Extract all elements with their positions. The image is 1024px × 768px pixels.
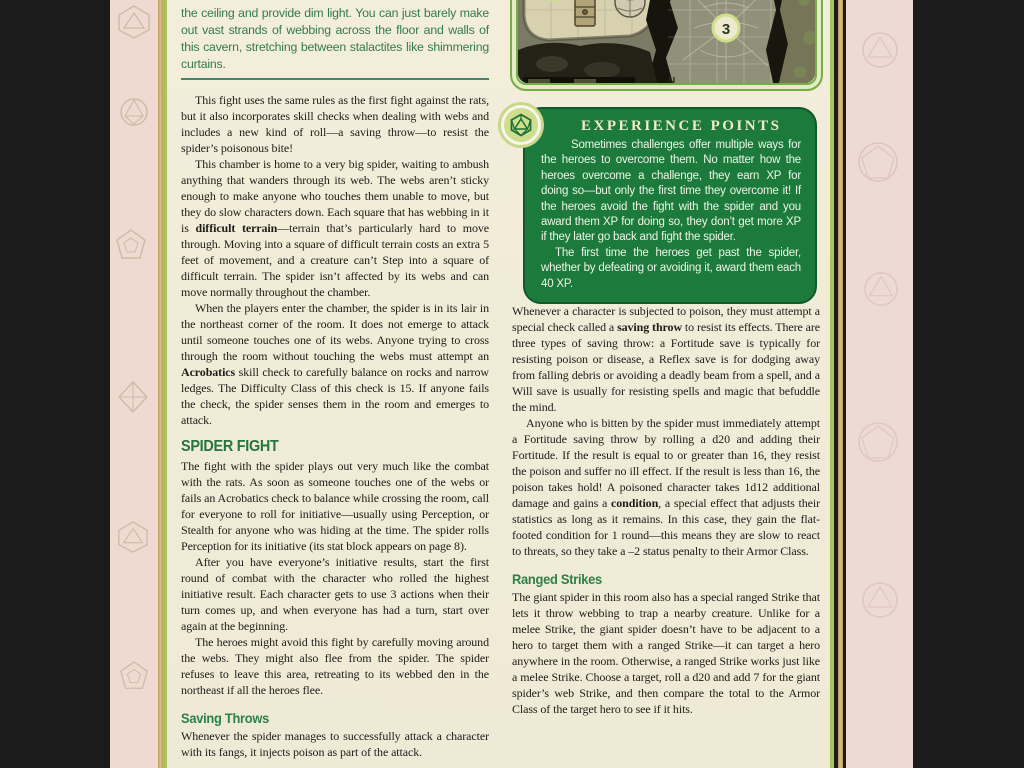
d20-badge (501, 105, 541, 145)
d12-die-pattern-icon (114, 228, 148, 262)
experience-points-sidebar (523, 107, 817, 304)
read-aloud-text: the ceiling and provide dim light. You can just barely make out vast strands of webbing across the floor and walls of this cavern, stretching between stalactites like shimmering curtains. (181, 6, 489, 71)
paragraph: The giant spider in this room also has a special ranged Strike that lets it throw webbing to trap a nearby creature. Unlike for a melee Strike, the giant spider doesn’t have to be adjacent to a hero to target them with a ranged Strike—it can target a hero anywhere in the room. Otherwise, a ranged Strike works just like a melee Strike. Choose a target, roll a d20 and add 7 for the giant spider’s web Strike, and then compare the total to the Armor Class of the target hero to see if it hits. (512, 590, 820, 716)
paragraph: The heroes might avoid this fight by carefully moving around the webs. They might also flee from the spider. The spider refuses to leave this area, retreating to its webbed den in the northeast if all the heroes flee. (181, 635, 489, 697)
book-page (167, 0, 830, 768)
paragraph: Whenever the spider manages to successfully attack a character with its fangs, it injects poison as part of the attack. (181, 729, 489, 759)
right-green-rule (830, 0, 834, 768)
d8-die-pattern-icon (117, 380, 149, 414)
paragraph: This fight uses the same rules as the first fight against the rats, but it also incorporates skill checks when dealing with webs and includes a new kind of roll—a saving throw—to resist the spider’s poisonous bite! (181, 93, 489, 155)
left-dice-pattern-band (110, 0, 158, 768)
dungeon-map (510, 0, 823, 91)
compass-n-label: N (668, 76, 676, 83)
paragraph: The fight with the spider plays out very much like the combat with the rats. As soon as someone touches one of the webs or fails an Acrobatics check to balance while crossing the room, call for everyone to roll for initiative—usually using Perception, or Stealth for anyone who was hiding at the time. The spider rolls Perception for its initiative (its stat block appears on page 8). (181, 459, 489, 553)
map-scale-bar (523, 77, 635, 83)
die-circle-pattern-icon (860, 30, 900, 70)
d12-die-pattern-icon (118, 660, 150, 692)
d20-icon (509, 113, 533, 137)
d20-die-pattern-icon (116, 520, 150, 554)
d10-die-pattern-icon (118, 96, 150, 128)
paragraph: This chamber is home to a very big spider, waiting to ambush anything that wanders through its web. The webs aren’t sticky enough to make anyone who touches them unable to move, but they do slow characters down. Each square that has webbing in it is difficult terrain—terrain that’s particularly hard to move through. Moving into a square of difficult terrain costs an extra 5 feet of movement, and a creature can’t Step into a square of difficult terrain. The spider isn’t affected by its webs and can move normally throughout the chamber. (181, 157, 489, 299)
paragraph: After you have everyone’s initiative results, start the first round of combat with the character who rolled the highest initiative result. Each character gets to use 3 actions when their turn comes up, and when everyone has had a turn, start over again at the beginning. (181, 555, 489, 633)
right-text-column (512, 303, 820, 717)
left-text-column (181, 0, 489, 760)
paragraph: When the players enter the chamber, the spider is in its lair in the northeast corner of the room. It does not emerge to attack until someone touches one of its webs. Anyone trying to cross through the room without touching the webs must attempt an Acrobatics skill check to carefully balance on rocks and narrow ledges. The Difficulty Class of this check is 15. If anyone fails the check, the spider senses them in the room and emerges to attack. (181, 301, 489, 427)
die-circle-pattern-icon (856, 420, 900, 464)
die-circle-pattern-icon (860, 580, 900, 620)
right-gold-rule (838, 0, 843, 768)
subheading-saving-throws: Saving Throws (181, 710, 270, 726)
paragraph: Whenever a character is subjected to poison, they must attempt a special check called a saving throw to resist its effects. There are three types of saving throw: a Fortitude save is typically for resisting poison or disease, a Reflex save is for dodging away from falling debris or avoiding a deadly beam from a spell, and a Will save is usually for resisting spells and magic that befuddle the mind. (512, 304, 821, 414)
xp-paragraph: The first time the heroes get past the spider, whether by defeating or avoiding it, award them each 40 XP. (541, 246, 801, 290)
dungeon-map-art (518, 0, 815, 83)
d20-die-pattern-icon (116, 4, 152, 40)
paragraph: Anyone who is bitten by the spider must immediately attempt a Fortitude saving throw by rolling a d20 and adding their Fortitude. If the result is equal to or greater than 16, they resist the poison and suffer no ill effect. If the result is less than 16, the poison takes hold! A poisoned character takes 1d12 additional damage and gains a condition, a special effect that adjusts their statistics as long as it remains. In this case, they gain the flat-footed condition for 1 round—this means they are slow to react to threats, so they take a –2 status penalty to their Armor Class. (512, 416, 820, 558)
chest-sprite (575, 0, 595, 26)
die-circle-pattern-icon (862, 270, 900, 308)
die-circle-pattern-icon (856, 140, 900, 184)
xp-sidebar-title: EXPERIENCE POINTS (581, 118, 782, 134)
subheading-ranged-strikes: Ranged Strikes (512, 571, 602, 587)
right-dice-pattern-band (846, 0, 913, 768)
room-3-badge (713, 15, 739, 41)
section-heading-spider-fight: SPIDER FIGHT (181, 438, 279, 455)
xp-paragraph: Sometimes challenges offer multiple ways for the heroes to overcome them. No matter how the heroes overcome a challenge, they earn XP for doing so—but only the first time they overcome it! If the heroes avoid the fight with the spider and you award them XP for doing so, they don’t get more XP if they later go back and fight the spider. (541, 139, 801, 244)
svg-text:3: 3 (721, 21, 731, 38)
